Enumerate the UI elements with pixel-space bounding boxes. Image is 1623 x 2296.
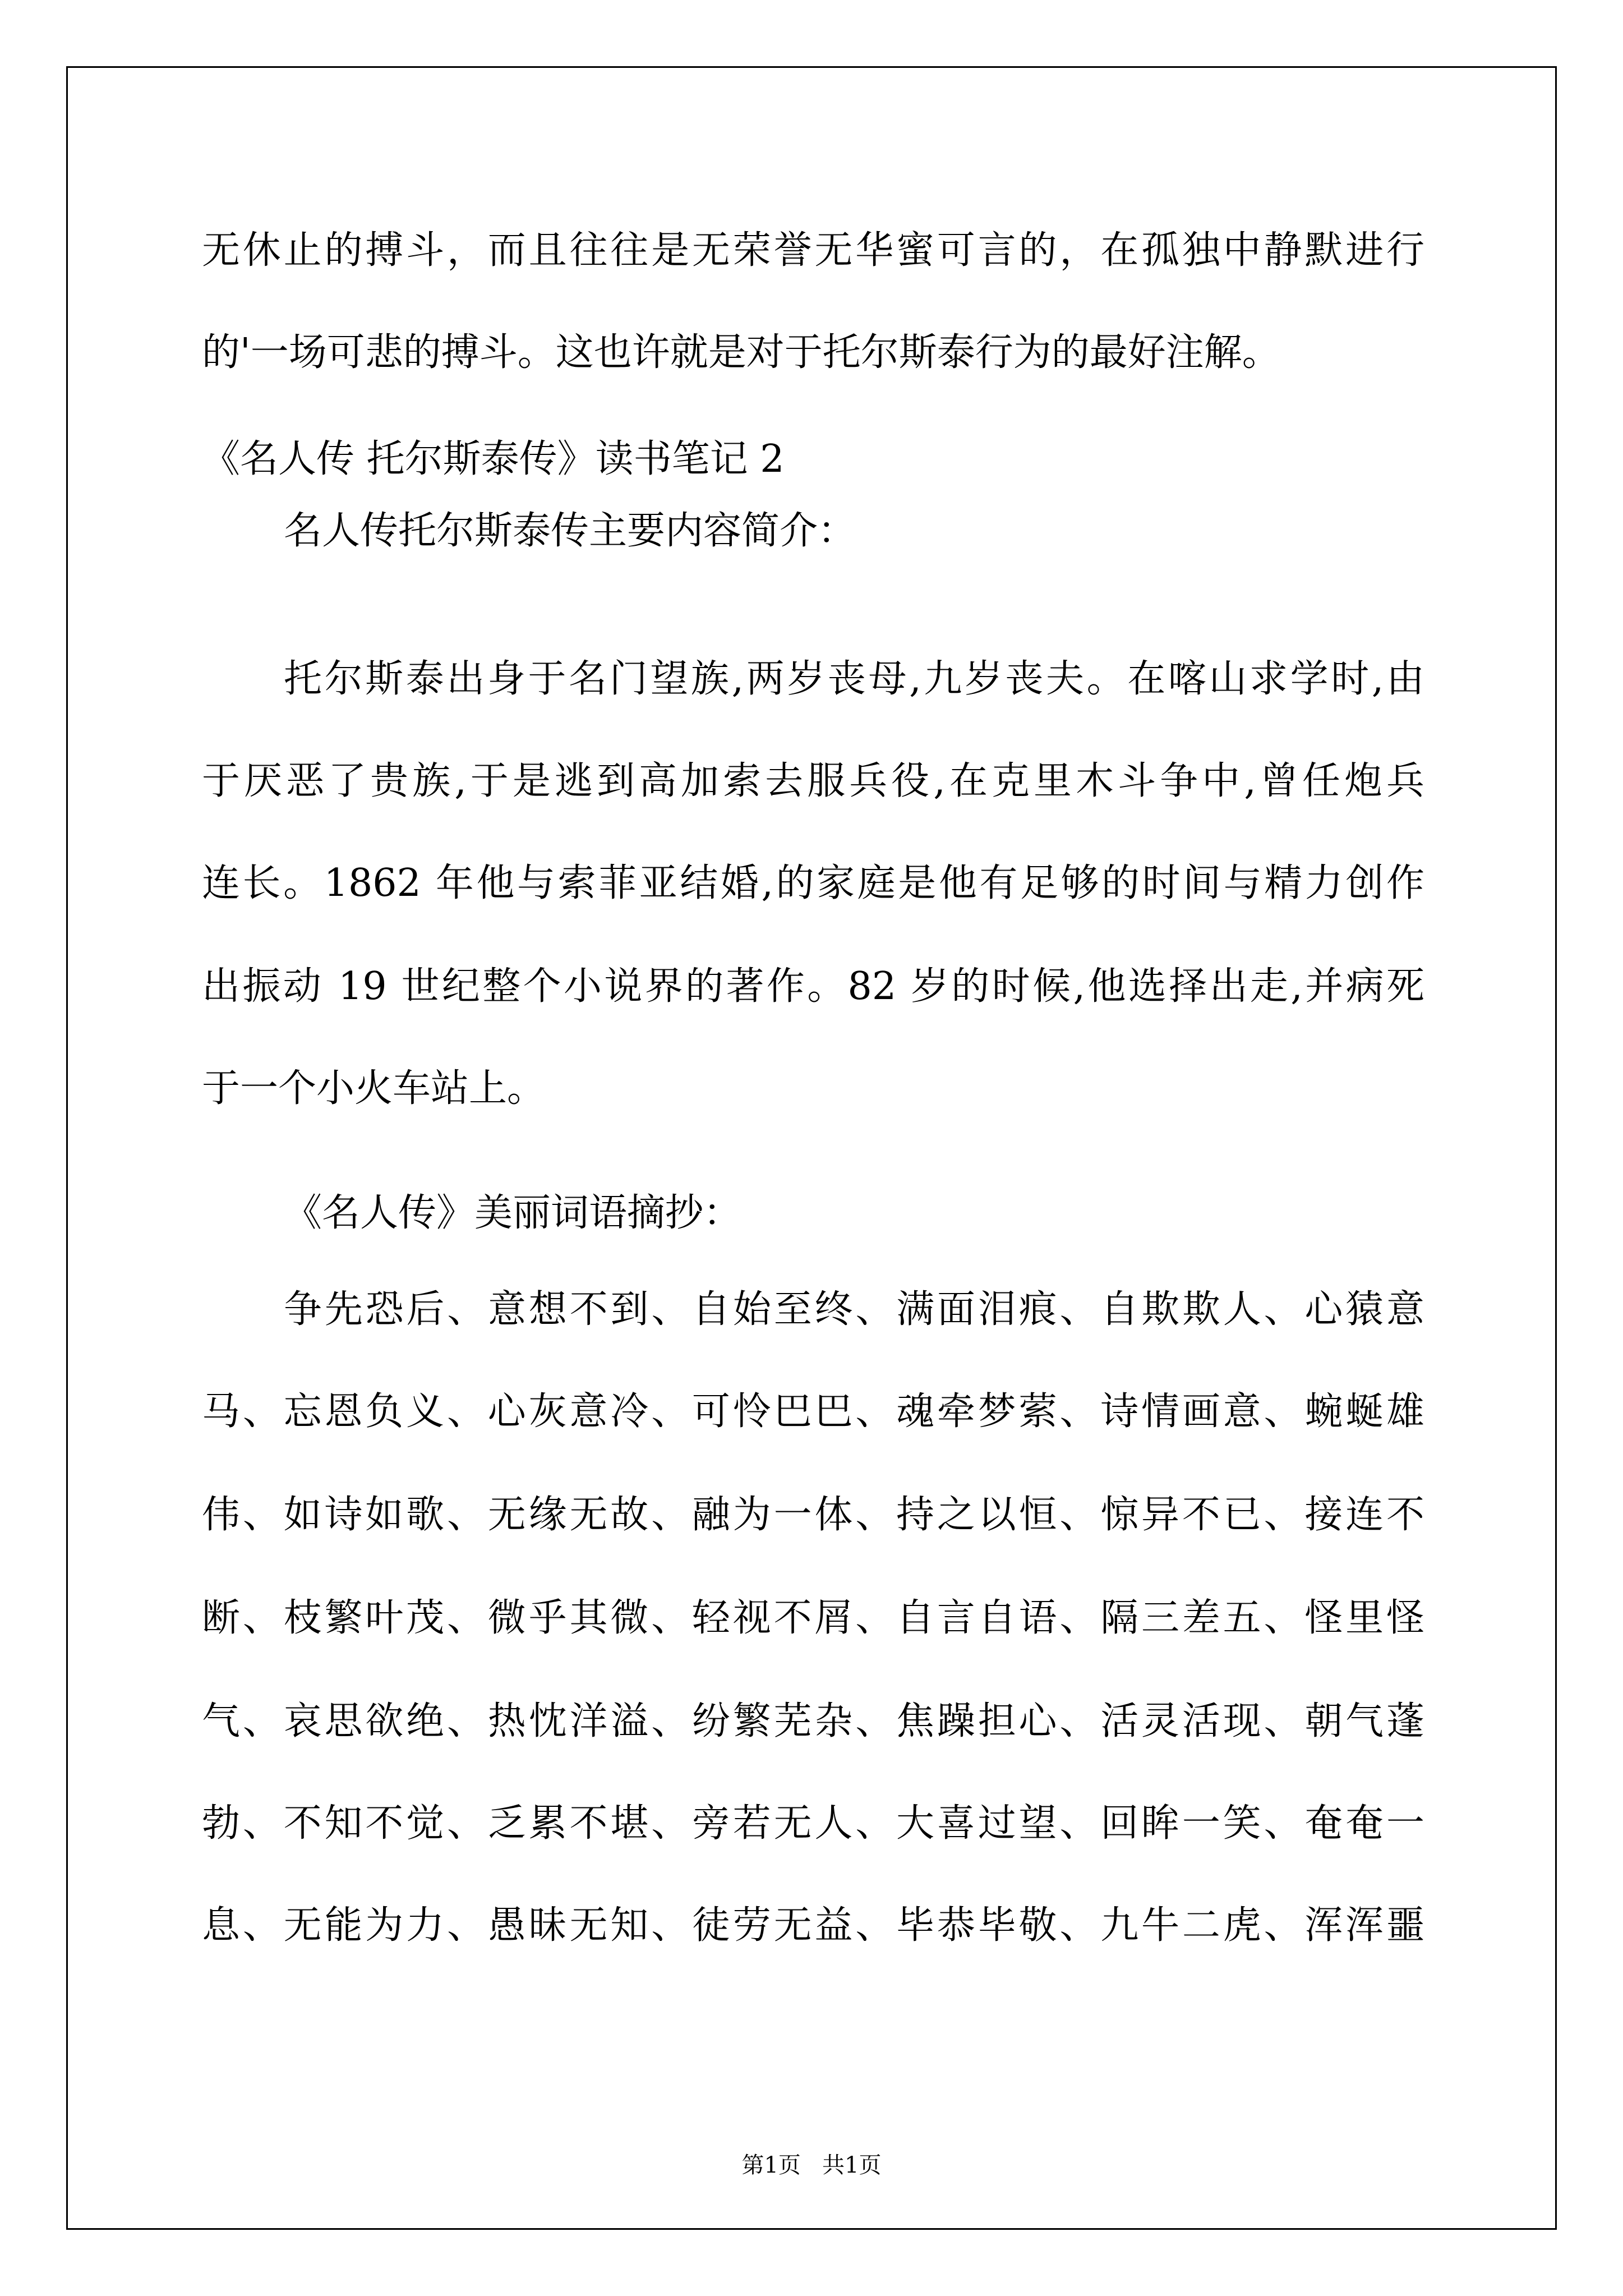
body-line-2: 的'一场可悲的搏斗。这也许就是对于托尔斯泰行为的最好注解。	[202, 330, 1280, 375]
summary-line-4: 出振动 19 世纪整个小说界的著作。82 岁的时候,他选择出走,并病死	[202, 964, 1424, 1009]
vocab-line-1: 争先恐后、意想不到、自始至终、满面泪痕、自欺欺人、心猿意	[284, 1287, 1424, 1332]
summary-heading: 名人传托尔斯泰传主要内容简介：	[284, 509, 856, 553]
summary-line-3: 连长。1862 年他与索菲亚结婚,的家庭是他有足够的时间与精力创作	[202, 861, 1424, 905]
section-heading: 《名人传 托尔斯泰传》读书笔记 2	[202, 437, 785, 481]
summary-line-5: 于一个小火车站上。	[202, 1066, 546, 1111]
vocab-line-3: 伟、如诗如歌、无缘无故、融为一体、持之以恒、惊异不已、接连不	[202, 1493, 1424, 1537]
summary-line-1: 托尔斯泰出身于名门望族,两岁丧母,九岁丧夫。在喀山求学时,由	[284, 657, 1424, 701]
vocab-line-2: 马、忘恩负义、心灰意冷、可怜巴巴、魂牵梦萦、诗情画意、蜿蜒雄	[202, 1389, 1424, 1434]
summary-line-2: 于厌恶了贵族,于是逃到高加索去服兵役,在克里木斗争中,曾任炮兵	[202, 759, 1424, 803]
page-number-footer: 第1页 共1页	[741, 2152, 882, 2178]
vocab-line-7: 息、无能为力、愚昧无知、徒劳无益、毕恭毕敬、九牛二虎、浑浑噩	[202, 1903, 1424, 1948]
vocab-line-5: 气、哀思欲绝、热忱洋溢、纷繁芜杂、焦躁担心、活灵活现、朝气蓬	[202, 1699, 1424, 1743]
vocab-heading: 《名人传》美丽词语摘抄：	[284, 1191, 742, 1235]
vocab-line-4: 断、枝繁叶茂、微乎其微、轻视不屑、自言自语、隔三差五、怪里怪	[202, 1596, 1424, 1640]
vocab-line-6: 勃、不知不觉、乏累不堪、旁若无人、大喜过望、回眸一笑、奄奄一	[202, 1801, 1424, 1846]
body-line-1: 无休止的搏斗，而且往往是无荣誉无华蜜可言的，在孤独中静默进行	[202, 228, 1424, 273]
